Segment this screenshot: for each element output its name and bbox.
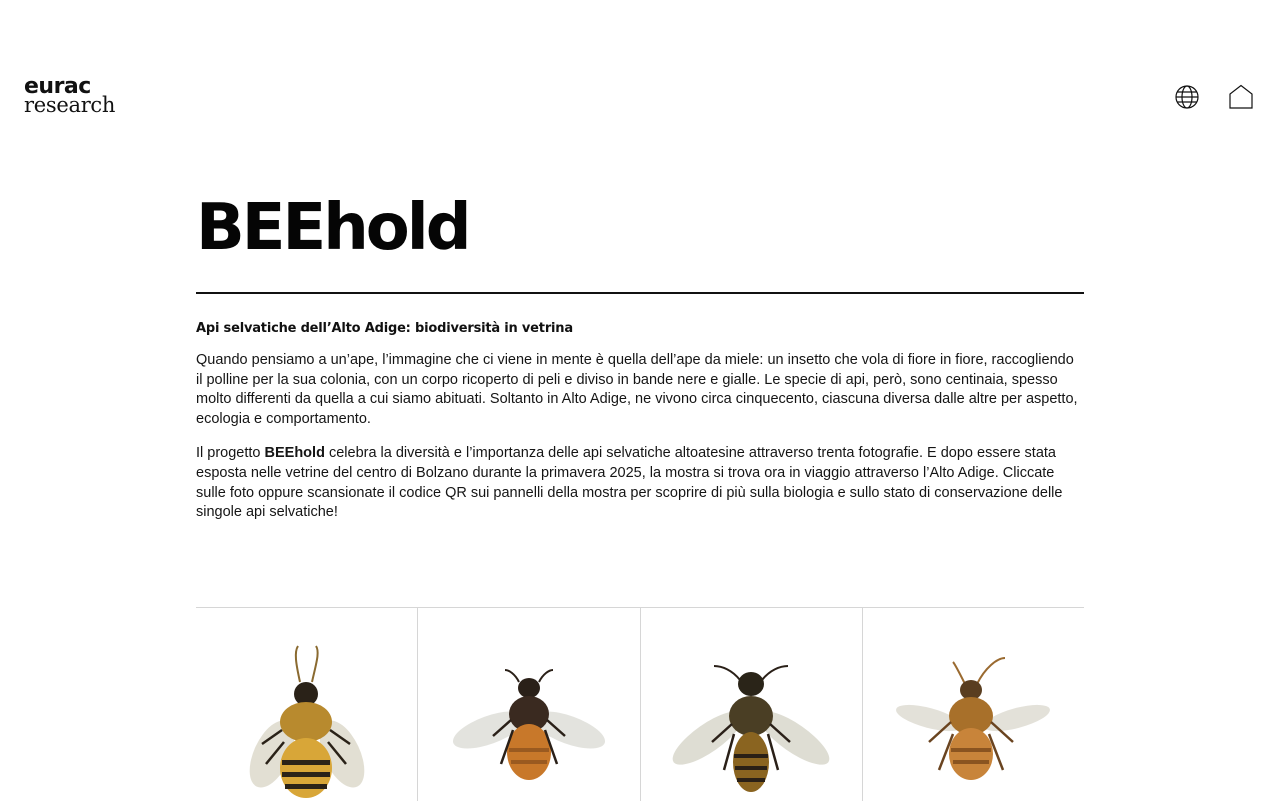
- gallery-item[interactable]: [196, 608, 418, 801]
- main-content: [196, 188, 1084, 523]
- logo-text-research: research: [24, 93, 116, 117]
- bee-photo: [232, 644, 382, 801]
- home-icon[interactable]: [1228, 84, 1254, 110]
- gallery-item[interactable]: [418, 608, 640, 801]
- logo-text-eurac: eurac: [24, 74, 91, 99]
- bee-photo: [893, 654, 1053, 794]
- title-divider: [196, 292, 1084, 294]
- project-paragraph-start: Il progetto: [196, 445, 265, 462]
- header-actions: [1174, 84, 1254, 110]
- gallery-item[interactable]: [863, 608, 1084, 801]
- gallery-item[interactable]: [641, 608, 863, 801]
- project-paragraph: [196, 444, 1084, 522]
- project-paragraph-rest: celebra la diversità e l’importanza delle api selvatiche altoatesine attraverso trenta fotografie. E dopo essere stata esposta nelle vetrine del centro di Bolzano durante la primavera 2025, la mostra si trova ora in viaggio attraverso l’Alto Adige. Cliccate sulle foto oppure scansionate il codice QR sui pannelli della mostra per scoprire di più sulla biologia e sullo stato di conservazione delle singole api selvatiche!: [196, 445, 1063, 521]
- bee-gallery: [196, 607, 1084, 801]
- project-name: BEEhold: [264, 445, 325, 462]
- page-subtitle: Api selvatiche dell’Alto Adige: biodiversità in vetrina: [196, 321, 573, 336]
- bee-photo: [449, 664, 609, 794]
- intro-paragraph: Quando pensiamo a un’ape, l’immagine che ci viene in mente è quella dell’ape da miele: un insetto che vola di fiore in fiore, raccogliendo il polline per la sua colonia, con un corpo ricoperto di peli e diviso in bande nere e gialle. Le specie di api, però, sono centinaia, spesso molto differenti da quella a cui siamo abituati. Soltanto in Alto Adige, ne vivono circa cinquecento, ciascuna diversa dalle altre per aspetto, ecologia e comportamento.: [196, 352, 1078, 427]
- page-title: BEEhold: [196, 191, 469, 265]
- globe-icon[interactable]: [1174, 84, 1200, 110]
- eurac-research-logo[interactable]: [24, 76, 115, 116]
- bee-photo: [666, 658, 836, 798]
